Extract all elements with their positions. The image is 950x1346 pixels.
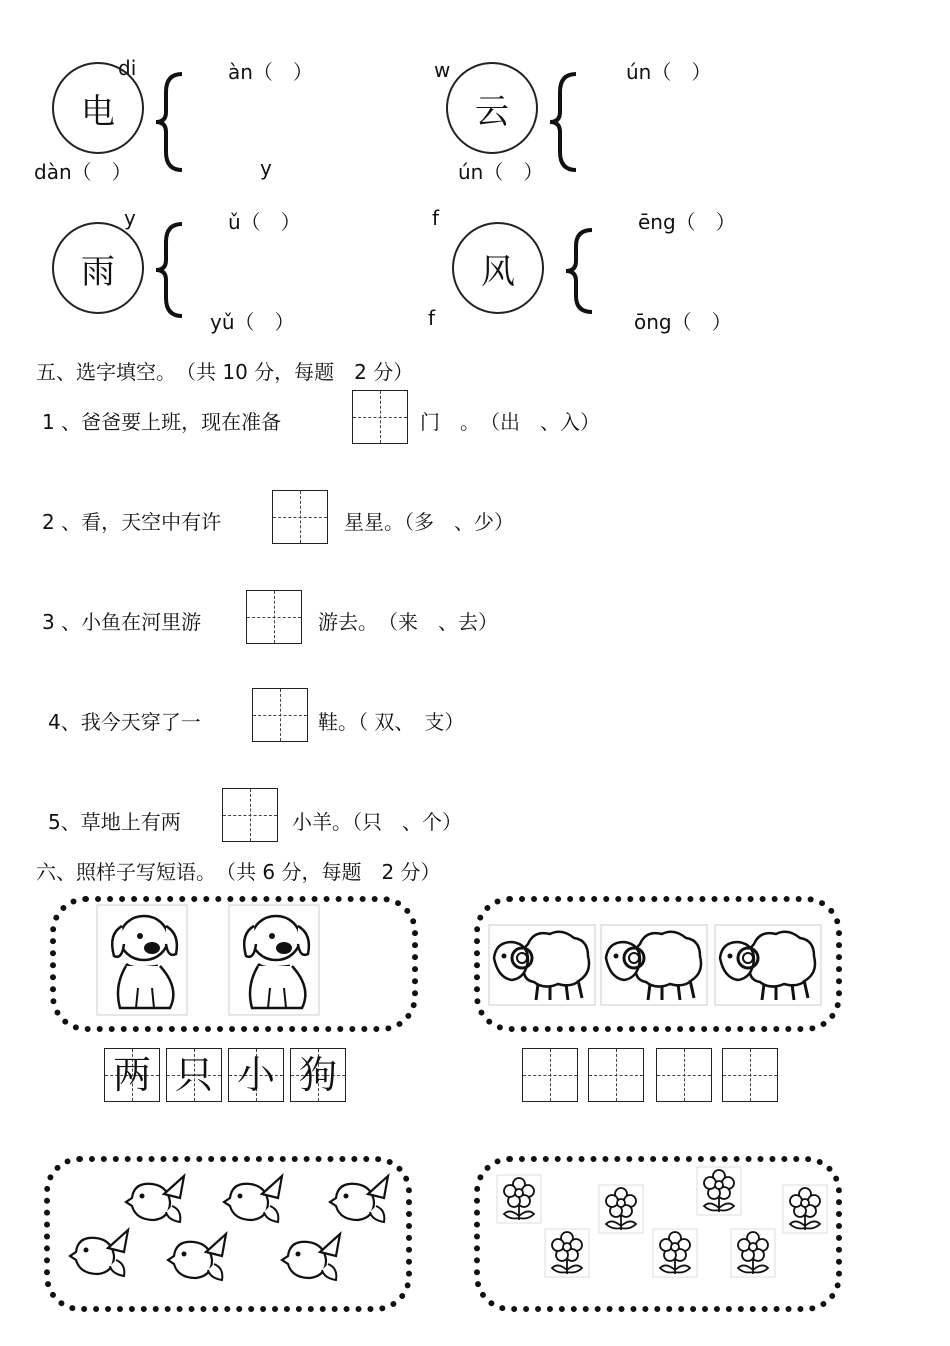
question-text-after: 门 。 （出 、入） bbox=[420, 410, 600, 434]
pinyin-top-left: f bbox=[432, 206, 440, 230]
example-char: 只 bbox=[174, 1053, 213, 1097]
question-text-after: 鞋。（ 双、 支） bbox=[318, 710, 465, 734]
pinyin-top-left: di bbox=[118, 56, 137, 80]
tianzige-answer-box[interactable] bbox=[222, 788, 278, 842]
example-char: 狗 bbox=[298, 1053, 337, 1097]
pinyin-top-right[interactable]: ǔ（ ） bbox=[228, 210, 301, 234]
pinyin-top-left: y bbox=[124, 206, 136, 230]
pinyin-bottom-right: y bbox=[260, 156, 272, 180]
character-circle: 云 bbox=[446, 62, 538, 154]
flower-icon bbox=[544, 1228, 590, 1278]
example-char: 两 bbox=[112, 1053, 151, 1097]
bird-icon bbox=[124, 1172, 190, 1226]
pinyin-top-left: w bbox=[434, 58, 451, 82]
flower-icon bbox=[730, 1228, 776, 1278]
dog-icon bbox=[228, 904, 320, 1016]
bird-icon bbox=[68, 1226, 134, 1280]
tianzige-answer-box[interactable] bbox=[252, 688, 308, 742]
question-text-before: 3 、小鱼在河里游 bbox=[42, 610, 202, 634]
character-circle: 电 bbox=[52, 62, 144, 154]
character-circle: 雨 bbox=[52, 222, 144, 314]
question-text-before: 1 、爸爸要上班，现在准备 bbox=[42, 410, 282, 434]
example-char-box bbox=[228, 1048, 284, 1102]
sheep-icon bbox=[488, 924, 596, 1006]
example-char-box bbox=[290, 1048, 346, 1102]
pinyin-bottom-right[interactable]: ōng（ ） bbox=[634, 310, 732, 334]
question-text-after: 小羊。（只 、个） bbox=[292, 810, 462, 834]
sheep-icon bbox=[600, 924, 708, 1006]
brace-icon bbox=[548, 72, 582, 172]
tianzige-answer-box[interactable] bbox=[272, 490, 328, 544]
pinyin-bottom-left: f bbox=[428, 306, 436, 330]
bird-icon bbox=[328, 1172, 394, 1226]
pinyin-top-right[interactable]: ēng（ ） bbox=[638, 210, 736, 234]
flower-icon bbox=[652, 1228, 698, 1278]
example-char: 小 bbox=[236, 1053, 275, 1097]
answer-char-box[interactable] bbox=[656, 1048, 712, 1102]
flower-icon bbox=[696, 1166, 742, 1216]
question-text-after: 游去。 （来 、去） bbox=[318, 610, 498, 634]
pinyin-bottom-right[interactable]: yǔ（ ） bbox=[210, 310, 295, 334]
answer-char-box[interactable] bbox=[588, 1048, 644, 1102]
dog-icon bbox=[96, 904, 188, 1016]
question-text-before: 2 、看，天空中有许 bbox=[42, 510, 222, 534]
example-char-box bbox=[104, 1048, 160, 1102]
bird-icon bbox=[166, 1230, 232, 1284]
character-circle: 风 bbox=[452, 222, 544, 314]
bird-icon bbox=[222, 1172, 288, 1226]
section-six-title: 六、照样子写短语。 （共 6 分，每题 2 分） bbox=[36, 860, 441, 884]
question-text-after: 星星。（多 、少） bbox=[344, 510, 514, 534]
pinyin-bottom-left[interactable]: ún（ ） bbox=[458, 160, 544, 184]
brace-icon bbox=[564, 228, 598, 314]
answer-char-box[interactable] bbox=[722, 1048, 778, 1102]
pinyin-top-right[interactable]: àn（ ） bbox=[228, 60, 313, 84]
question-text-before: 5、草地上有两 bbox=[48, 810, 181, 834]
pinyin-top-right[interactable]: ún（ ） bbox=[626, 60, 712, 84]
bird-icon bbox=[280, 1230, 346, 1284]
flower-icon bbox=[496, 1174, 542, 1224]
answer-char-box[interactable] bbox=[522, 1048, 578, 1102]
brace-icon bbox=[154, 72, 188, 172]
tianzige-answer-box[interactable] bbox=[246, 590, 302, 644]
flower-icon bbox=[782, 1184, 828, 1234]
example-char-box bbox=[166, 1048, 222, 1102]
section-five-title: 五、选字填空。 （共 10 分，每题 2 分） bbox=[36, 360, 414, 384]
flower-icon bbox=[598, 1184, 644, 1234]
tianzige-answer-box[interactable] bbox=[352, 390, 408, 444]
pinyin-bottom-left[interactable]: dàn（ ） bbox=[34, 160, 132, 184]
sheep-icon bbox=[714, 924, 822, 1006]
question-text-before: 4、我今天穿了一 bbox=[48, 710, 201, 734]
brace-icon bbox=[154, 222, 188, 318]
